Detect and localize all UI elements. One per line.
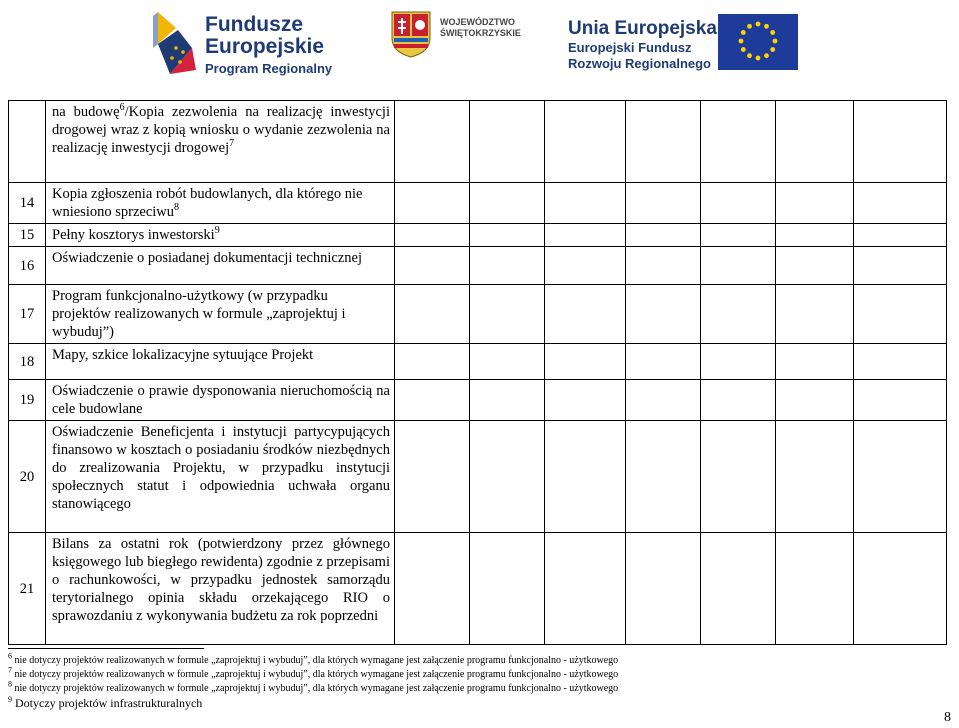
row-text: na budowę [52, 104, 120, 120]
row-number: 20 [9, 421, 46, 533]
footnote [8, 696, 618, 710]
table-row [9, 421, 947, 533]
empty-cell [854, 101, 947, 183]
empty-cell [626, 247, 701, 285]
table-row [9, 224, 947, 247]
empty-cell [545, 183, 626, 224]
empty-cell [701, 533, 776, 645]
footnote-text: nie dotyczy projektów realizowanych w formule „zaprojektuj i wybuduj”, dla których wymagane jest załączenie programu funkcjonalno - użytkowego [14, 683, 619, 694]
footnote-ref: 8 [174, 202, 180, 214]
row-description: Oświadczenie Beneficjenta i instytucji partycypujących finansowo w kosztach o posiadaniu środków niezbędnych do zrealizowania Projektu, w przypadku instytucji społecznych statut i odpowiednia uchwała organu stanowiącego [46, 421, 395, 533]
footnote-separator [8, 648, 204, 649]
row-description: Program funkcjonalno-użytkowy (w przypadku projektów realizowanych w formule „zaprojektuj i wybuduj”) [46, 285, 395, 344]
table-row [9, 380, 947, 421]
ue-line2: Europejski Fundusz [568, 40, 692, 55]
empty-cell [395, 183, 470, 224]
fe-line1: Fundusze [205, 13, 303, 36]
empty-cell [470, 247, 545, 285]
footnote [8, 665, 619, 682]
row-description: Oświadczenie o posiadanej dokumentacji technicznej [46, 247, 395, 285]
empty-cell [545, 380, 626, 421]
empty-cell [701, 247, 776, 285]
woj-line2: ŚWIĘTOKRZYSKIE [440, 28, 521, 38]
table-row [9, 247, 947, 285]
empty-cell [701, 380, 776, 421]
empty-cell [776, 533, 854, 645]
row-text-continued: /Kopia zezwolenia na realizację inwestycji drogowej wraz z kopią wniosku o wydanie zezwolenia na realizację inwestycji drogowej [52, 104, 390, 156]
empty-cell [545, 285, 626, 344]
empty-cell [854, 421, 947, 533]
footnote-number: 7 [8, 665, 12, 675]
empty-cell [470, 183, 545, 224]
footnote-ref: 6 [119, 102, 125, 114]
empty-cell [395, 224, 470, 247]
ue-line1: Unia Europejska [568, 18, 717, 39]
empty-cell [470, 285, 545, 344]
empty-cell [395, 344, 470, 380]
row-description [46, 101, 395, 183]
fe-line2: Europejskie [205, 35, 325, 58]
empty-cell [626, 224, 701, 247]
empty-cell [701, 101, 776, 183]
unia-europejska-wordmark [568, 18, 717, 72]
empty-cell [776, 101, 854, 183]
row-number [9, 101, 46, 183]
empty-cell [776, 183, 854, 224]
ue-line3: Rozwoju Regionalnego [568, 56, 711, 71]
empty-cell [470, 344, 545, 380]
table-row [9, 533, 947, 645]
row-number: 17 [9, 285, 46, 344]
empty-cell [395, 421, 470, 533]
logo-bar [0, 0, 959, 85]
footnote [8, 651, 619, 668]
empty-cell [626, 285, 701, 344]
footnote-text: nie dotyczy projektów realizowanych w formule „zaprojektuj i wybuduj”, dla których wymagane jest załączenie programu funkcjonalno - użytkowego [14, 669, 619, 680]
empty-cell [626, 533, 701, 645]
empty-cell [701, 183, 776, 224]
empty-cell [470, 533, 545, 645]
empty-cell [776, 285, 854, 344]
empty-cell [626, 380, 701, 421]
empty-cell [854, 533, 947, 645]
empty-cell [776, 380, 854, 421]
empty-cell [470, 380, 545, 421]
empty-cell [854, 247, 947, 285]
empty-cell [701, 285, 776, 344]
footnote-number: 9 [8, 695, 12, 704]
row-number: 18 [9, 344, 46, 380]
empty-cell [776, 421, 854, 533]
empty-cell [854, 224, 947, 247]
empty-cell [470, 224, 545, 247]
empty-cell [470, 421, 545, 533]
wojewodztwo-wordmark [440, 17, 521, 39]
empty-cell [470, 101, 545, 183]
footnote-ref: 7 [229, 138, 235, 150]
row-number: 21 [9, 533, 46, 645]
row-number: 19 [9, 380, 46, 421]
empty-cell [395, 247, 470, 285]
footnotes [8, 651, 619, 710]
row-text: Kopia zgłoszenia robót budowlanych, dla którego nie wniesiono sprzeciwu [52, 186, 363, 220]
empty-cell [854, 344, 947, 380]
row-number: 15 [9, 224, 46, 247]
empty-cell [701, 224, 776, 247]
footnote-text: nie dotyczy projektów realizowanych w formule „zaprojektuj i wybuduj”, dla których wymagane jest załączenie programu funkcjonalno - użytkowego [14, 655, 619, 666]
table-row [9, 101, 947, 183]
row-text: Pełny kosztorys inwestorski [52, 227, 215, 243]
footnote-number: 6 [8, 651, 12, 661]
swietokrzyskie-crest-icon [390, 10, 432, 58]
empty-cell [395, 101, 470, 183]
empty-cell [626, 183, 701, 224]
empty-cell [776, 247, 854, 285]
empty-cell [854, 285, 947, 344]
empty-cell [626, 421, 701, 533]
empty-cell [854, 183, 947, 224]
empty-cell [626, 101, 701, 183]
row-description: Bilans za ostatni rok (potwierdzony przez głównego księgowego lub biegłego rewidenta) zgodnie z przepisami o rachunkowości, w przypadku jednostek samorządu terytorialnego opinia składu orzekającego RIO o sprawozdaniu z wykonywania budżetu za rok poprzedni [46, 533, 395, 645]
empty-cell [701, 421, 776, 533]
fundusze-europejskie-logo-icon [150, 8, 198, 78]
fe-line3: Program Regionalny [205, 61, 333, 76]
empty-cell [545, 421, 626, 533]
page-number: 8 [944, 710, 951, 725]
empty-cell [545, 101, 626, 183]
empty-cell [395, 533, 470, 645]
empty-cell [545, 344, 626, 380]
empty-cell [395, 285, 470, 344]
table-row [9, 344, 947, 380]
table-row [9, 285, 947, 344]
empty-cell [626, 344, 701, 380]
eu-flag-icon [718, 14, 798, 70]
fundusze-europejskie-wordmark [205, 14, 332, 78]
empty-cell [545, 247, 626, 285]
row-description [46, 224, 395, 247]
empty-cell [545, 224, 626, 247]
row-description: Mapy, szkice lokalizacyjne sytuujące Projekt [46, 344, 395, 380]
footnote-number: 8 [8, 679, 12, 689]
row-number: 14 [9, 183, 46, 224]
woj-line1: WOJEWÓDZTWO [440, 17, 515, 27]
row-description: Oświadczenie o prawie dysponowania nieruchomością na cele budowlane [46, 380, 395, 421]
empty-cell [395, 380, 470, 421]
empty-cell [776, 344, 854, 380]
footnote-ref: 9 [214, 225, 220, 237]
attachments-table [8, 100, 947, 645]
empty-cell [854, 380, 947, 421]
table-row [9, 183, 947, 224]
footnote [8, 679, 619, 696]
footnote-text: Dotyczy projektów infrastrukturalnych [15, 696, 203, 710]
empty-cell [776, 224, 854, 247]
empty-cell [701, 344, 776, 380]
row-number: 16 [9, 247, 46, 285]
empty-cell [545, 533, 626, 645]
row-description [46, 183, 395, 224]
